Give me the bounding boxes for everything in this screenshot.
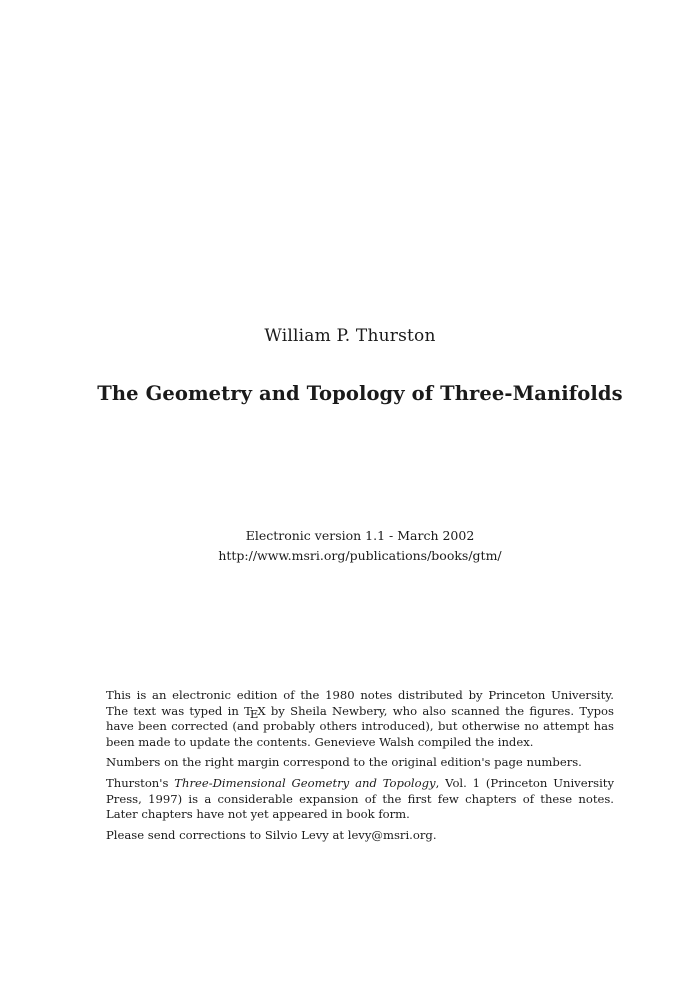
book-reference-title: Three-Dimensional Geometry and Topology [174, 775, 436, 790]
tex-logo-t: T [244, 703, 252, 718]
author-name: William P. Thurston [264, 326, 436, 346]
notes-paragraph-4: Please send corrections to Silvio Levy at levy@msri.org. [106, 827, 437, 842]
tex-logo-e: E [249, 706, 259, 721]
notes-paragraph-3 [106, 776, 614, 823]
notes-paragraph-2: Numbers on the right margin correspond to the original edition's page numbers. [106, 755, 582, 770]
notes-p1-end: by Sheila Newbery, who also scanned the figures. Typos have been corrected (and probably others introduced), but otherwise no attempt has been made to update the contents. Genevieve Walsh compiled the index. [106, 703, 614, 749]
tex-logo-x: X [257, 703, 266, 718]
notes-p3-end: , Vol. 1 (Princeton University Press, 1997) is a considerable expansion of the first few chapters of these notes. Later chapters have not yet appeared in book form. [106, 775, 614, 822]
tex-logo [244, 703, 266, 721]
notes-paragraph-1 [106, 688, 614, 750]
notes-p1-start: This is an electronic edition of the 1980 notes distributed by Princeton University. The text was typed in [106, 688, 614, 718]
version-line: Electronic version 1.1 - March 2002 [245, 528, 475, 543]
book-title: The Geometry and Topology of Three-Manifolds [97, 382, 623, 405]
version-block [0, 526, 700, 566]
notes-p3-start: Thurston's [106, 775, 175, 790]
edition-notes [106, 688, 614, 848]
source-url: http://www.msri.org/publications/books/gtm/ [218, 548, 502, 563]
